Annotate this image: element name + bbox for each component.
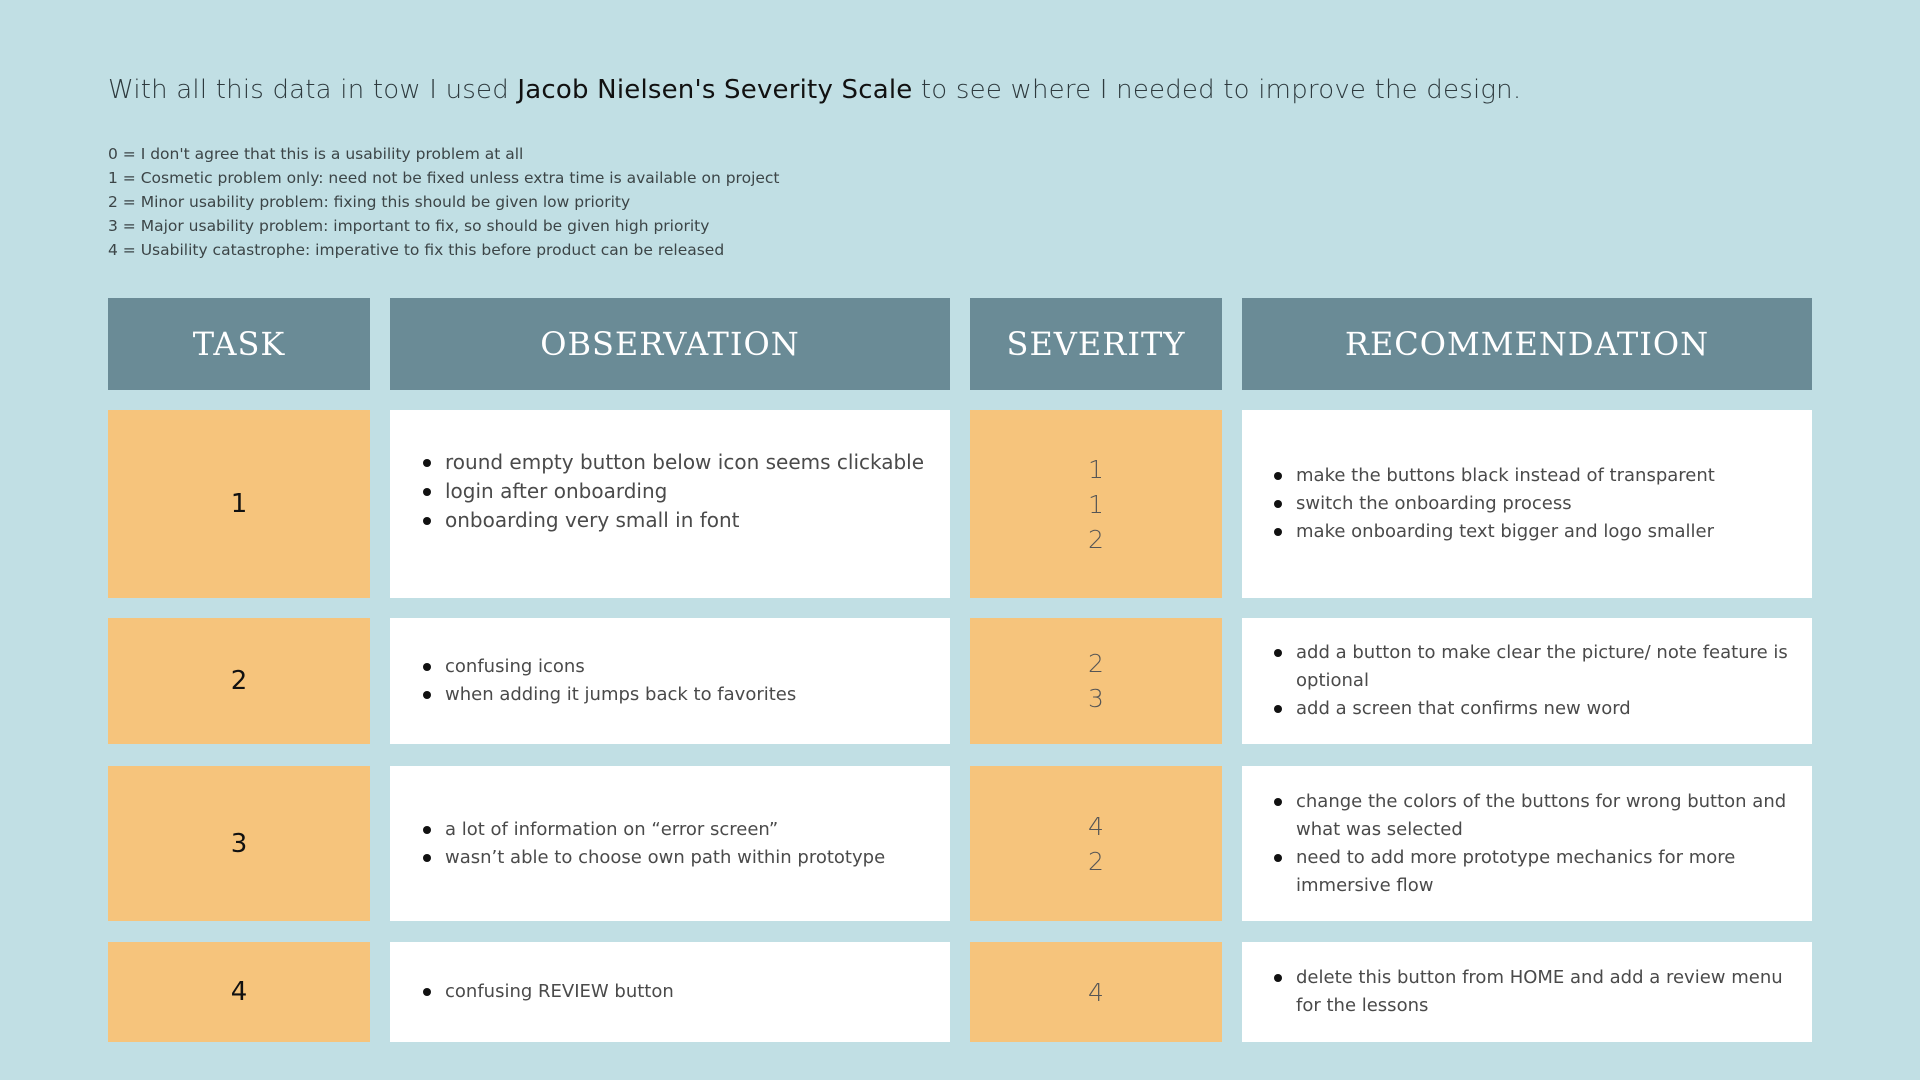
severity-cell-1 (970, 410, 1222, 598)
severity-values (1088, 809, 1104, 879)
task-number: 3 (230, 828, 248, 859)
list-item: add a screen that confirms new word (1271, 695, 1792, 723)
list-item: a lot of information on “error screen” (420, 816, 930, 844)
list-item: when adding it jumps back to favorites (420, 681, 930, 709)
observation-list (390, 816, 950, 872)
recommendation-cell-1 (1242, 410, 1812, 598)
severity-scale-legend (108, 142, 780, 262)
list-item: make onboarding text bigger and logo smaller (1271, 518, 1792, 546)
task-cell-1 (108, 410, 370, 598)
task-number: 4 (230, 977, 248, 1007)
list-item: need to add more prototype mechanics for more immersive flow (1271, 844, 1792, 900)
header-observation: OBSERVATION (390, 298, 950, 390)
list-item: confusing REVIEW button (420, 978, 930, 1006)
list-item: confusing icons (420, 653, 930, 681)
task-cell-4 (108, 942, 370, 1042)
severity-value: 2 (1088, 846, 1104, 876)
scale-line-3: 3 = Major usability problem: important to fix, so should be given high priority (108, 217, 710, 235)
list-item: switch the onboarding process (1271, 490, 1792, 518)
observation-list (390, 978, 950, 1006)
recommendation-list (1242, 964, 1812, 1020)
header-task: TASK (108, 298, 370, 390)
intro-before: With all this data in tow I used (108, 75, 518, 105)
observation-list (390, 448, 950, 535)
intro-emphasis: Jacob Nielsen's Severity Scale (517, 75, 913, 105)
recommendation-cell-2 (1242, 618, 1812, 744)
task-cell-3 (108, 766, 370, 921)
observation-cell-2 (390, 618, 950, 744)
list-item: round empty button below icon seems clickable (420, 448, 930, 477)
severity-value: 3 (1088, 684, 1104, 713)
severity-value: 1 (1088, 454, 1104, 484)
intro-after: to see where I needed to improve the design. (912, 75, 1522, 105)
severity-value: 2 (1088, 649, 1104, 678)
observation-cell-3 (390, 766, 950, 921)
recommendation-list (1242, 462, 1812, 546)
observation-cell-4 (390, 942, 950, 1042)
task-number: 1 (230, 489, 248, 519)
task-number: 2 (230, 666, 248, 696)
severity-values (1088, 975, 1104, 1010)
severity-value: 4 (1088, 811, 1104, 841)
header-recommendation: RECOMMENDATION (1242, 298, 1812, 390)
recommendation-list (1242, 639, 1812, 723)
scale-line-2: 2 = Minor usability problem: fixing this should be given low priority (108, 193, 631, 211)
severity-cell-4 (970, 942, 1222, 1042)
severity-values (1088, 452, 1104, 557)
list-item: delete this button from HOME and add a review menu for the lessons (1271, 964, 1792, 1020)
list-item: login after onboarding (420, 477, 930, 506)
severity-values (1088, 646, 1104, 716)
severity-value: 4 (1088, 977, 1104, 1007)
severity-cell-2 (970, 618, 1222, 744)
severity-value: 2 (1088, 524, 1104, 554)
observation-cell-1 (390, 410, 950, 598)
intro-text (108, 75, 1521, 105)
observation-list (390, 653, 950, 709)
severity-value: 1 (1088, 489, 1104, 519)
header-severity: SEVERITY (970, 298, 1222, 390)
list-item: change the colors of the buttons for wrong button and what was selected (1271, 788, 1792, 844)
list-item: add a button to make clear the picture/ note feature is optional (1271, 639, 1792, 695)
list-item: onboarding very small in font (420, 506, 930, 535)
recommendation-cell-4 (1242, 942, 1812, 1042)
scale-line-1: 1 = Cosmetic problem only: need not be fixed unless extra time is available on project (108, 169, 780, 187)
scale-line-4: 4 = Usability catastrophe: imperative to fix this before product can be released (108, 241, 725, 259)
list-item: make the buttons black instead of transparent (1271, 462, 1792, 490)
recommendation-cell-3 (1242, 766, 1812, 921)
list-item: wasn’t able to choose own path within prototype (420, 844, 930, 872)
severity-cell-3 (970, 766, 1222, 921)
scale-line-0: 0 = I don't agree that this is a usability problem at all (108, 145, 524, 163)
task-cell-2 (108, 618, 370, 744)
recommendation-list (1242, 788, 1812, 900)
